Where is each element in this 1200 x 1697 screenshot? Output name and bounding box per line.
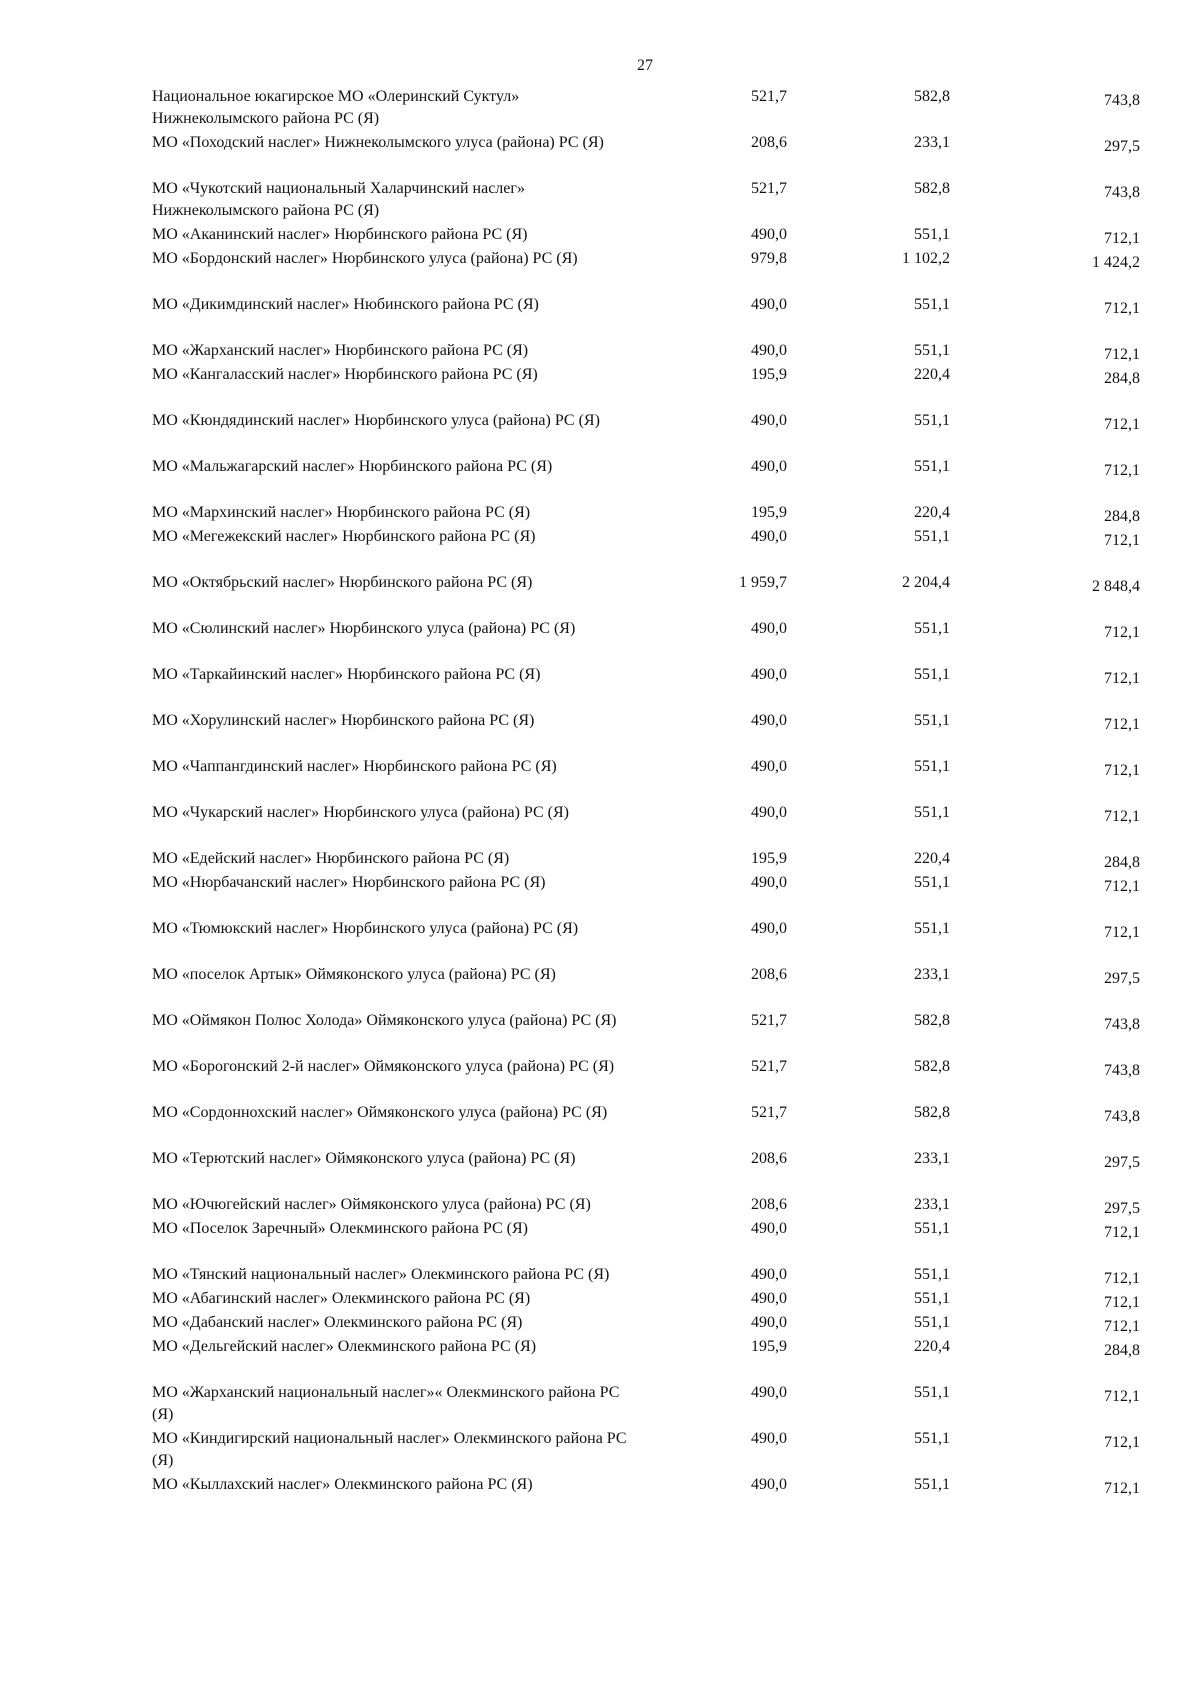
value-col-2: 551,1 — [914, 1384, 950, 1401]
table-row — [152, 1428, 1140, 1474]
value-col-1: 490,0 — [751, 1476, 787, 1493]
municipality-name: МО «Бордонский наслег» Нюрбинского улуса (района) РС (Я) — [152, 250, 578, 267]
value-col-2: 551,1 — [914, 1430, 950, 1447]
value-col-3: 284,8 — [1104, 854, 1140, 871]
value-col-2: 551,1 — [914, 712, 950, 729]
value-col-2: 220,4 — [914, 504, 950, 521]
value-col-3: 712,1 — [1104, 1388, 1140, 1405]
value-col-1: 208,6 — [751, 966, 787, 983]
value-col-3: 712,1 — [1104, 230, 1140, 247]
value-col-2: 233,1 — [914, 1196, 950, 1213]
table-row — [152, 86, 1140, 132]
value-col-3: 2 848,4 — [1092, 578, 1140, 595]
table-row — [152, 502, 1140, 526]
value-col-1: 521,7 — [751, 180, 787, 197]
municipality-name: МО «Мальжагарский наслег» Нюрбинского района РС (Я) — [152, 458, 553, 475]
value-col-3: 712,1 — [1104, 624, 1140, 641]
municipality-name: МО «Киндигирский национальный наслег» Олекминского района РС (Я) — [152, 1430, 627, 1469]
value-col-2: 551,1 — [914, 1476, 950, 1493]
value-col-3: 284,8 — [1104, 370, 1140, 387]
municipality-name: МО «Дабанский наслег» Олекминского района РС (Я) — [152, 1314, 523, 1331]
value-col-1: 208,6 — [751, 1150, 787, 1167]
table-row — [152, 1102, 1140, 1148]
value-col-2: 551,1 — [914, 412, 950, 429]
value-col-3: 743,8 — [1104, 1062, 1140, 1079]
value-col-1: 195,9 — [751, 1338, 787, 1355]
value-col-3: 297,5 — [1104, 138, 1140, 155]
value-col-3: 743,8 — [1104, 184, 1140, 201]
value-col-1: 490,0 — [751, 458, 787, 475]
municipality-name: МО «Абагинский наслег» Олекминского района РС (Я) — [152, 1290, 531, 1307]
table-row — [152, 1194, 1140, 1218]
value-col-1: 521,7 — [751, 88, 787, 105]
value-col-2: 551,1 — [914, 666, 950, 683]
municipality-name: МО «Поселок Заречный» Олекминского района РС (Я) — [152, 1220, 528, 1237]
municipality-name: МО «Ючюгейский наслег» Оймяконского улуса (района) РС (Я) — [152, 1196, 591, 1213]
value-col-2: 582,8 — [914, 1012, 950, 1029]
value-col-1: 490,0 — [751, 666, 787, 683]
table-row — [152, 664, 1140, 710]
value-col-3: 712,1 — [1104, 716, 1140, 733]
value-col-2: 551,1 — [914, 226, 950, 243]
value-col-2: 233,1 — [914, 966, 950, 983]
table-row — [152, 132, 1140, 178]
table-row — [152, 1474, 1140, 1498]
value-col-2: 551,1 — [914, 804, 950, 821]
table-row — [152, 1382, 1140, 1428]
value-col-2: 582,8 — [914, 88, 950, 105]
value-col-2: 2 204,4 — [902, 574, 950, 591]
table-row — [152, 1010, 1140, 1056]
table-row — [152, 456, 1140, 502]
value-col-1: 208,6 — [751, 1196, 787, 1213]
municipality-name: МО «Тянский национальный наслег» Олекминского района РС (Я) — [152, 1266, 610, 1283]
municipality-name: МО «Сордоннохский наслег» Оймяконского улуса (района) РС (Я) — [152, 1104, 608, 1121]
table-row — [152, 756, 1140, 802]
table-row — [152, 248, 1140, 294]
value-col-1: 490,0 — [751, 296, 787, 313]
table-row — [152, 526, 1140, 572]
municipality-name: МО «Аканинский наслег» Нюрбинского района РС (Я) — [152, 226, 528, 243]
value-col-1: 490,0 — [751, 1266, 787, 1283]
value-col-1: 521,7 — [751, 1012, 787, 1029]
municipality-name: МО «Нюрбачанский наслег» Нюрбинского района РС (Я) — [152, 874, 546, 891]
table-row — [152, 618, 1140, 664]
table-row — [152, 224, 1140, 248]
table-row — [152, 848, 1140, 872]
municipality-name: МО «Чаппангдинский наслег» Нюрбинского района РС (Я) — [152, 758, 557, 775]
municipality-name: МО «Сюлинский наслег» Нюрбинского улуса (района) РС (Я) — [152, 620, 576, 637]
value-col-1: 1 959,7 — [739, 574, 787, 591]
municipality-name: МО «Октябрьский наслег» Нюрбинского района РС (Я) — [152, 574, 533, 591]
value-col-2: 582,8 — [914, 1058, 950, 1075]
table-row — [152, 872, 1140, 918]
municipality-name: МО «Едейский наслег» Нюрбинского района РС (Я) — [152, 850, 510, 867]
value-col-1: 490,0 — [751, 226, 787, 243]
value-col-3: 712,1 — [1104, 808, 1140, 825]
value-col-1: 490,0 — [751, 1314, 787, 1331]
municipality-name: МО «Мегежекский наслег» Нюрбинского района РС (Я) — [152, 528, 536, 545]
value-col-1: 490,0 — [751, 1290, 787, 1307]
value-col-3: 1 424,2 — [1092, 254, 1140, 271]
value-col-2: 233,1 — [914, 134, 950, 151]
value-col-2: 551,1 — [914, 458, 950, 475]
municipality-name: МО «Оймякон Полюс Холода» Оймяконского улуса (района) РС (Я) — [152, 1012, 617, 1029]
municipality-name: МО «Тюмюкский наслег» Нюрбинского улуса (района) РС (Я) — [152, 920, 579, 937]
municipality-name: МО «Чукарский наслег» Нюрбинского улуса (района) РС (Я) — [152, 804, 569, 821]
table-row — [152, 572, 1140, 618]
value-col-3: 712,1 — [1104, 1318, 1140, 1335]
value-col-3: 712,1 — [1104, 346, 1140, 363]
value-col-1: 195,9 — [751, 366, 787, 383]
value-col-2: 551,1 — [914, 1266, 950, 1283]
value-col-1: 195,9 — [751, 850, 787, 867]
value-col-2: 551,1 — [914, 1220, 950, 1237]
value-col-3: 712,1 — [1104, 1270, 1140, 1287]
value-col-2: 220,4 — [914, 850, 950, 867]
value-col-1: 490,0 — [751, 412, 787, 429]
municipality-name: МО «поселок Артык» Оймяконского улуса (района) РС (Я) — [152, 966, 556, 983]
value-col-3: 297,5 — [1104, 1200, 1140, 1217]
value-col-2: 551,1 — [914, 920, 950, 937]
value-col-3: 712,1 — [1104, 1480, 1140, 1497]
municipality-name: МО «Терютский наслег» Оймяконского улуса (района) РС (Я) — [152, 1150, 576, 1167]
municipality-name: МО «Дельгейский наслег» Олекминского района РС (Я) — [152, 1338, 537, 1355]
value-col-2: 233,1 — [914, 1150, 950, 1167]
value-col-2: 220,4 — [914, 1338, 950, 1355]
value-col-3: 712,1 — [1104, 462, 1140, 479]
municipality-name: МО «Дикимдинский наслег» Нюбинского района РС (Я) — [152, 296, 539, 313]
funding-table — [152, 86, 1140, 1498]
table-row — [152, 1312, 1140, 1336]
value-col-3: 743,8 — [1104, 1016, 1140, 1033]
table-row — [152, 918, 1140, 964]
table-row — [152, 178, 1140, 224]
value-col-2: 220,4 — [914, 366, 950, 383]
value-col-1: 490,0 — [751, 1430, 787, 1447]
value-col-2: 551,1 — [914, 1314, 950, 1331]
municipality-name: МО «Чукотский национальный Халарчинский наслег» Нижнеколымского района РС (Я) — [152, 180, 525, 219]
value-col-1: 490,0 — [751, 528, 787, 545]
table-row — [152, 1218, 1140, 1264]
value-col-3: 743,8 — [1104, 1108, 1140, 1125]
value-col-2: 551,1 — [914, 1290, 950, 1307]
table-row — [152, 410, 1140, 456]
value-col-2: 551,1 — [914, 528, 950, 545]
value-col-1: 195,9 — [751, 504, 787, 521]
table-row — [152, 1264, 1140, 1288]
table-row — [152, 364, 1140, 410]
value-col-3: 712,1 — [1104, 878, 1140, 895]
value-col-3: 712,1 — [1104, 924, 1140, 941]
value-col-3: 712,1 — [1104, 1224, 1140, 1241]
municipality-name: МО «Походский наслег» Нижнеколымского улуса (района) РС (Я) — [152, 134, 604, 151]
value-col-3: 712,1 — [1104, 1434, 1140, 1451]
page-number: 27 — [637, 57, 653, 74]
value-col-3: 743,8 — [1104, 92, 1140, 109]
value-col-1: 490,0 — [751, 342, 787, 359]
value-col-1: 490,0 — [751, 712, 787, 729]
value-col-2: 582,8 — [914, 180, 950, 197]
value-col-1: 490,0 — [751, 620, 787, 637]
table-row — [152, 1336, 1140, 1382]
value-col-3: 712,1 — [1104, 762, 1140, 779]
municipality-name: МО «Таркайинский наслег» Нюрбинского района РС (Я) — [152, 666, 541, 683]
table-row — [152, 1056, 1140, 1102]
value-col-2: 582,8 — [914, 1104, 950, 1121]
value-col-2: 551,1 — [914, 296, 950, 313]
value-col-2: 1 102,2 — [902, 250, 950, 267]
table-row — [152, 710, 1140, 756]
value-col-1: 521,7 — [751, 1104, 787, 1121]
municipality-name: МО «Борогонский 2-й наслег» Оймяконского улуса (района) РС (Я) — [152, 1058, 615, 1075]
value-col-3: 712,1 — [1104, 1294, 1140, 1311]
value-col-3: 712,1 — [1104, 670, 1140, 687]
table-row — [152, 964, 1140, 1010]
municipality-name: МО «Хорулинский наслег» Нюрбинского района РС (Я) — [152, 712, 535, 729]
municipality-name: МО «Кюндядинский наслег» Нюрбинского улуса (района) РС (Я) — [152, 412, 600, 429]
municipality-name: МО «Жарханский национальный наслег»« Олекминского района РС (Я) — [152, 1384, 620, 1423]
value-col-3: 284,8 — [1104, 1342, 1140, 1359]
value-col-1: 490,0 — [751, 1384, 787, 1401]
municipality-name: Национальное юкагирское МО «Олеринский Суктул» Нижнеколымского района РС (Я) — [152, 88, 520, 127]
value-col-1: 979,8 — [751, 250, 787, 267]
value-col-3: 712,1 — [1104, 300, 1140, 317]
value-col-1: 490,0 — [751, 920, 787, 937]
municipality-name: МО «Кыллахский наслег» Олекминского района РС (Я) — [152, 1476, 533, 1493]
value-col-1: 208,6 — [751, 134, 787, 151]
municipality-name: МО «Мархинский наслег» Нюрбинского района РС (Я) — [152, 504, 531, 521]
value-col-3: 284,8 — [1104, 508, 1140, 525]
value-col-1: 490,0 — [751, 874, 787, 891]
value-col-2: 551,1 — [914, 620, 950, 637]
table-row — [152, 294, 1140, 340]
municipality-name: МО «Жарханский наслег» Нюрбинского района РС (Я) — [152, 342, 529, 359]
value-col-2: 551,1 — [914, 342, 950, 359]
value-col-1: 490,0 — [751, 758, 787, 775]
value-col-2: 551,1 — [914, 758, 950, 775]
value-col-1: 490,0 — [751, 1220, 787, 1237]
value-col-3: 297,5 — [1104, 1154, 1140, 1171]
value-col-3: 712,1 — [1104, 416, 1140, 433]
value-col-1: 521,7 — [751, 1058, 787, 1075]
value-col-1: 490,0 — [751, 804, 787, 821]
table-row — [152, 802, 1140, 848]
value-col-3: 297,5 — [1104, 970, 1140, 987]
table-row — [152, 340, 1140, 364]
table-row — [152, 1288, 1140, 1312]
municipality-name: МО «Кангаласский наслег» Нюрбинского района РС (Я) — [152, 366, 538, 383]
value-col-3: 712,1 — [1104, 532, 1140, 549]
table-row — [152, 1148, 1140, 1194]
value-col-2: 551,1 — [914, 874, 950, 891]
